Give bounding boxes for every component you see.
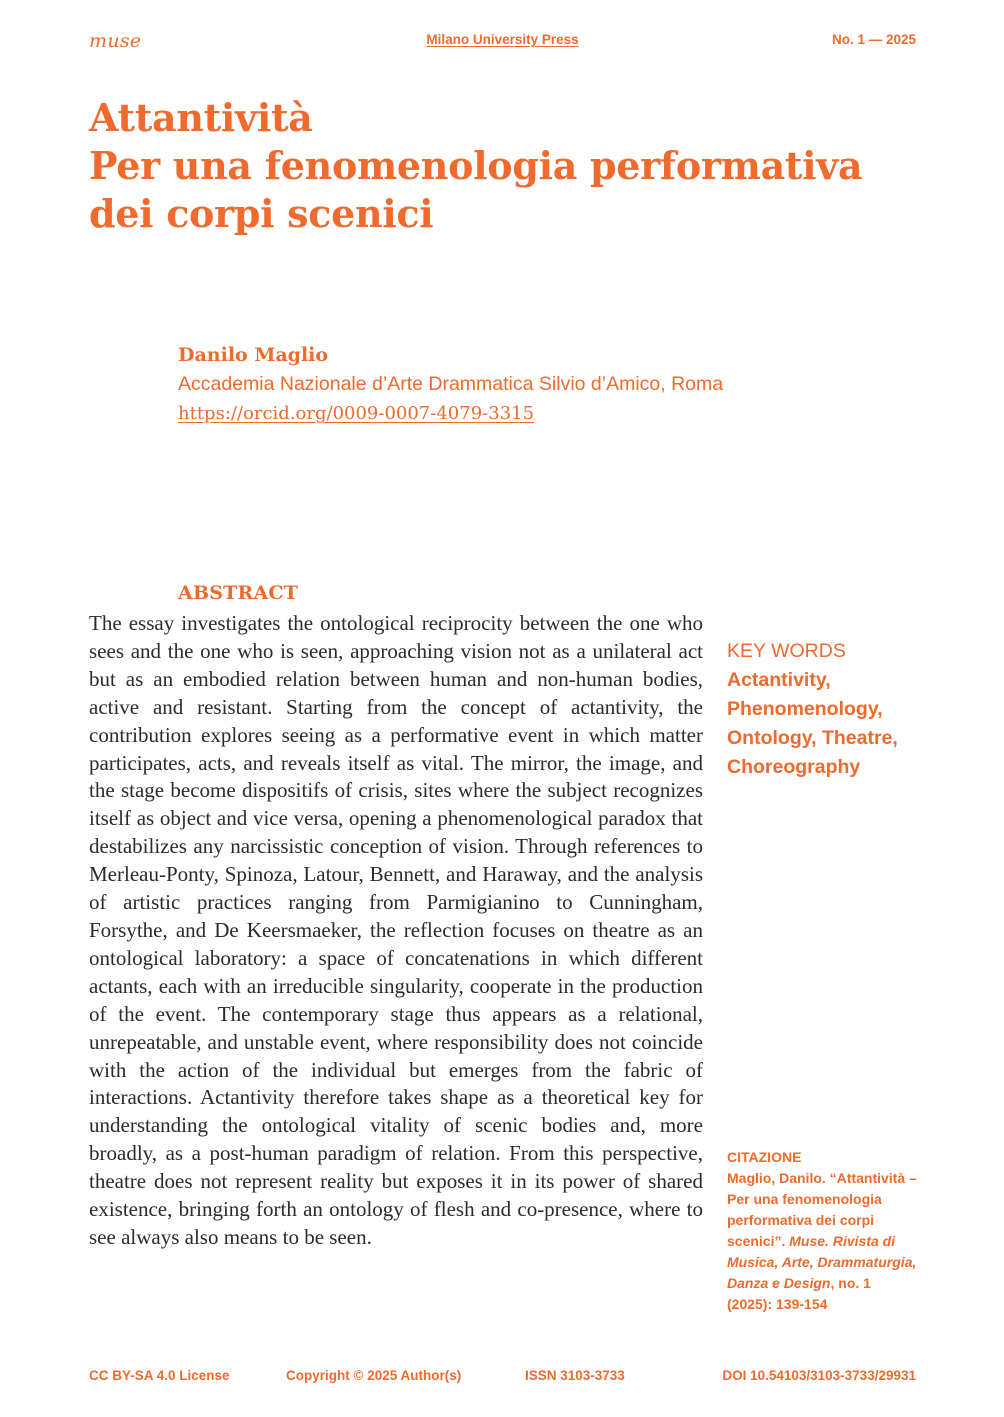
title-line-1: Attantività <box>89 95 313 140</box>
keywords-heading: KEY WORDS <box>727 640 846 662</box>
abstract-heading: ABSTRACT <box>178 582 299 604</box>
keyword-item: Choreography <box>727 756 861 778</box>
keyword-item: Ontology, Theatre, <box>727 727 898 749</box>
journal-logo: muse <box>89 30 142 52</box>
orcid-link[interactable]: https://orcid.org/0009-0007-4079-3315 <box>178 403 535 424</box>
keyword-item: Actantivity, <box>727 669 831 691</box>
keywords-list <box>727 666 927 782</box>
title-line-3: dei corpi scenici <box>89 191 434 236</box>
page-header <box>89 30 916 52</box>
author-name: Danilo Maglio <box>178 344 329 366</box>
publisher-link[interactable]: Milano University Press <box>426 32 579 47</box>
title-line-2: Per una fenomenologia performativa <box>89 143 863 188</box>
citation-details: , no. 1 (2025): 139-154 <box>727 1275 871 1312</box>
citation-text <box>727 1168 917 1315</box>
copyright-label: Copyright © 2025 Author(s) <box>286 1368 462 1383</box>
citation-article-title: “Attantività – Per una fenomenologia performativa dei corpi scenici”. <box>727 1170 917 1249</box>
issue-number: No. 1 — 2025 <box>831 32 916 47</box>
author-info <box>178 341 878 428</box>
page-footer <box>89 1368 916 1388</box>
citation-heading: CITAZIONE <box>727 1149 802 1165</box>
keywords-section <box>727 637 927 782</box>
citation-authors: Maglio, Danilo. <box>727 1170 830 1186</box>
license-label: CC BY-SA 4.0 License <box>89 1368 230 1383</box>
issn-label: ISSN 3103-3733 <box>525 1368 625 1383</box>
citation-section <box>727 1147 917 1315</box>
citation-journal: Muse. Rivista di Musica, Arte, Drammaturgia, Danza e Design <box>727 1233 917 1291</box>
author-affiliation: Accademia Nazionale d’Arte Drammatica Silvio d’Amico, Roma <box>178 373 724 395</box>
article-title <box>89 94 909 238</box>
abstract-body: The essay investigates the ontological reciprocity between the one who sees and the one who is seen, approaching vision not as a unilateral act but as an embodied relation between human and non-human bodies, active and resistant. Starting from the concept of actantivity, the contribution explores seeing as a performative event in which matter participates, acts, and reveals itself as vital. The mirror, the image, and the stage become dispositifs of crisis, sites where the subject recognizes itself as object and vice versa, opening a phenomenological paradox that destabilizes any narcissistic conception of vision. Through references to Merleau-Ponty, Spinoza, Latour, Bennett, and Haraway, and the analysis of artistic practices ranging from Parmigianino to Cunningham, Forsythe, and De Keersmaeker, the reflection focuses on theatre as an ontological laboratory: a space of concatenations in which different actants, each with an irreducible singularity, cooperate in the production of the event. The contemporary stage thus appears as a relational, unrepeatable, and unstable event, where responsibility does not coincide with the action of the individual but emerges from the fabric of interactions. Actantivity therefore takes shape as a theoretical key for understanding the ontological vitality of scenic bodies and, more broadly, as a post-human paradigm of relation. From this perspective, theatre does not represent reality but exposes it in its power of shared existence, bringing forth an ontology of flesh and co-presence, where to see always also means to be seen. <box>89 611 703 1249</box>
keyword-item: Phenomenology, <box>727 698 883 720</box>
doi-label: DOI 10.54103/3103-3733/29931 <box>722 1368 916 1383</box>
